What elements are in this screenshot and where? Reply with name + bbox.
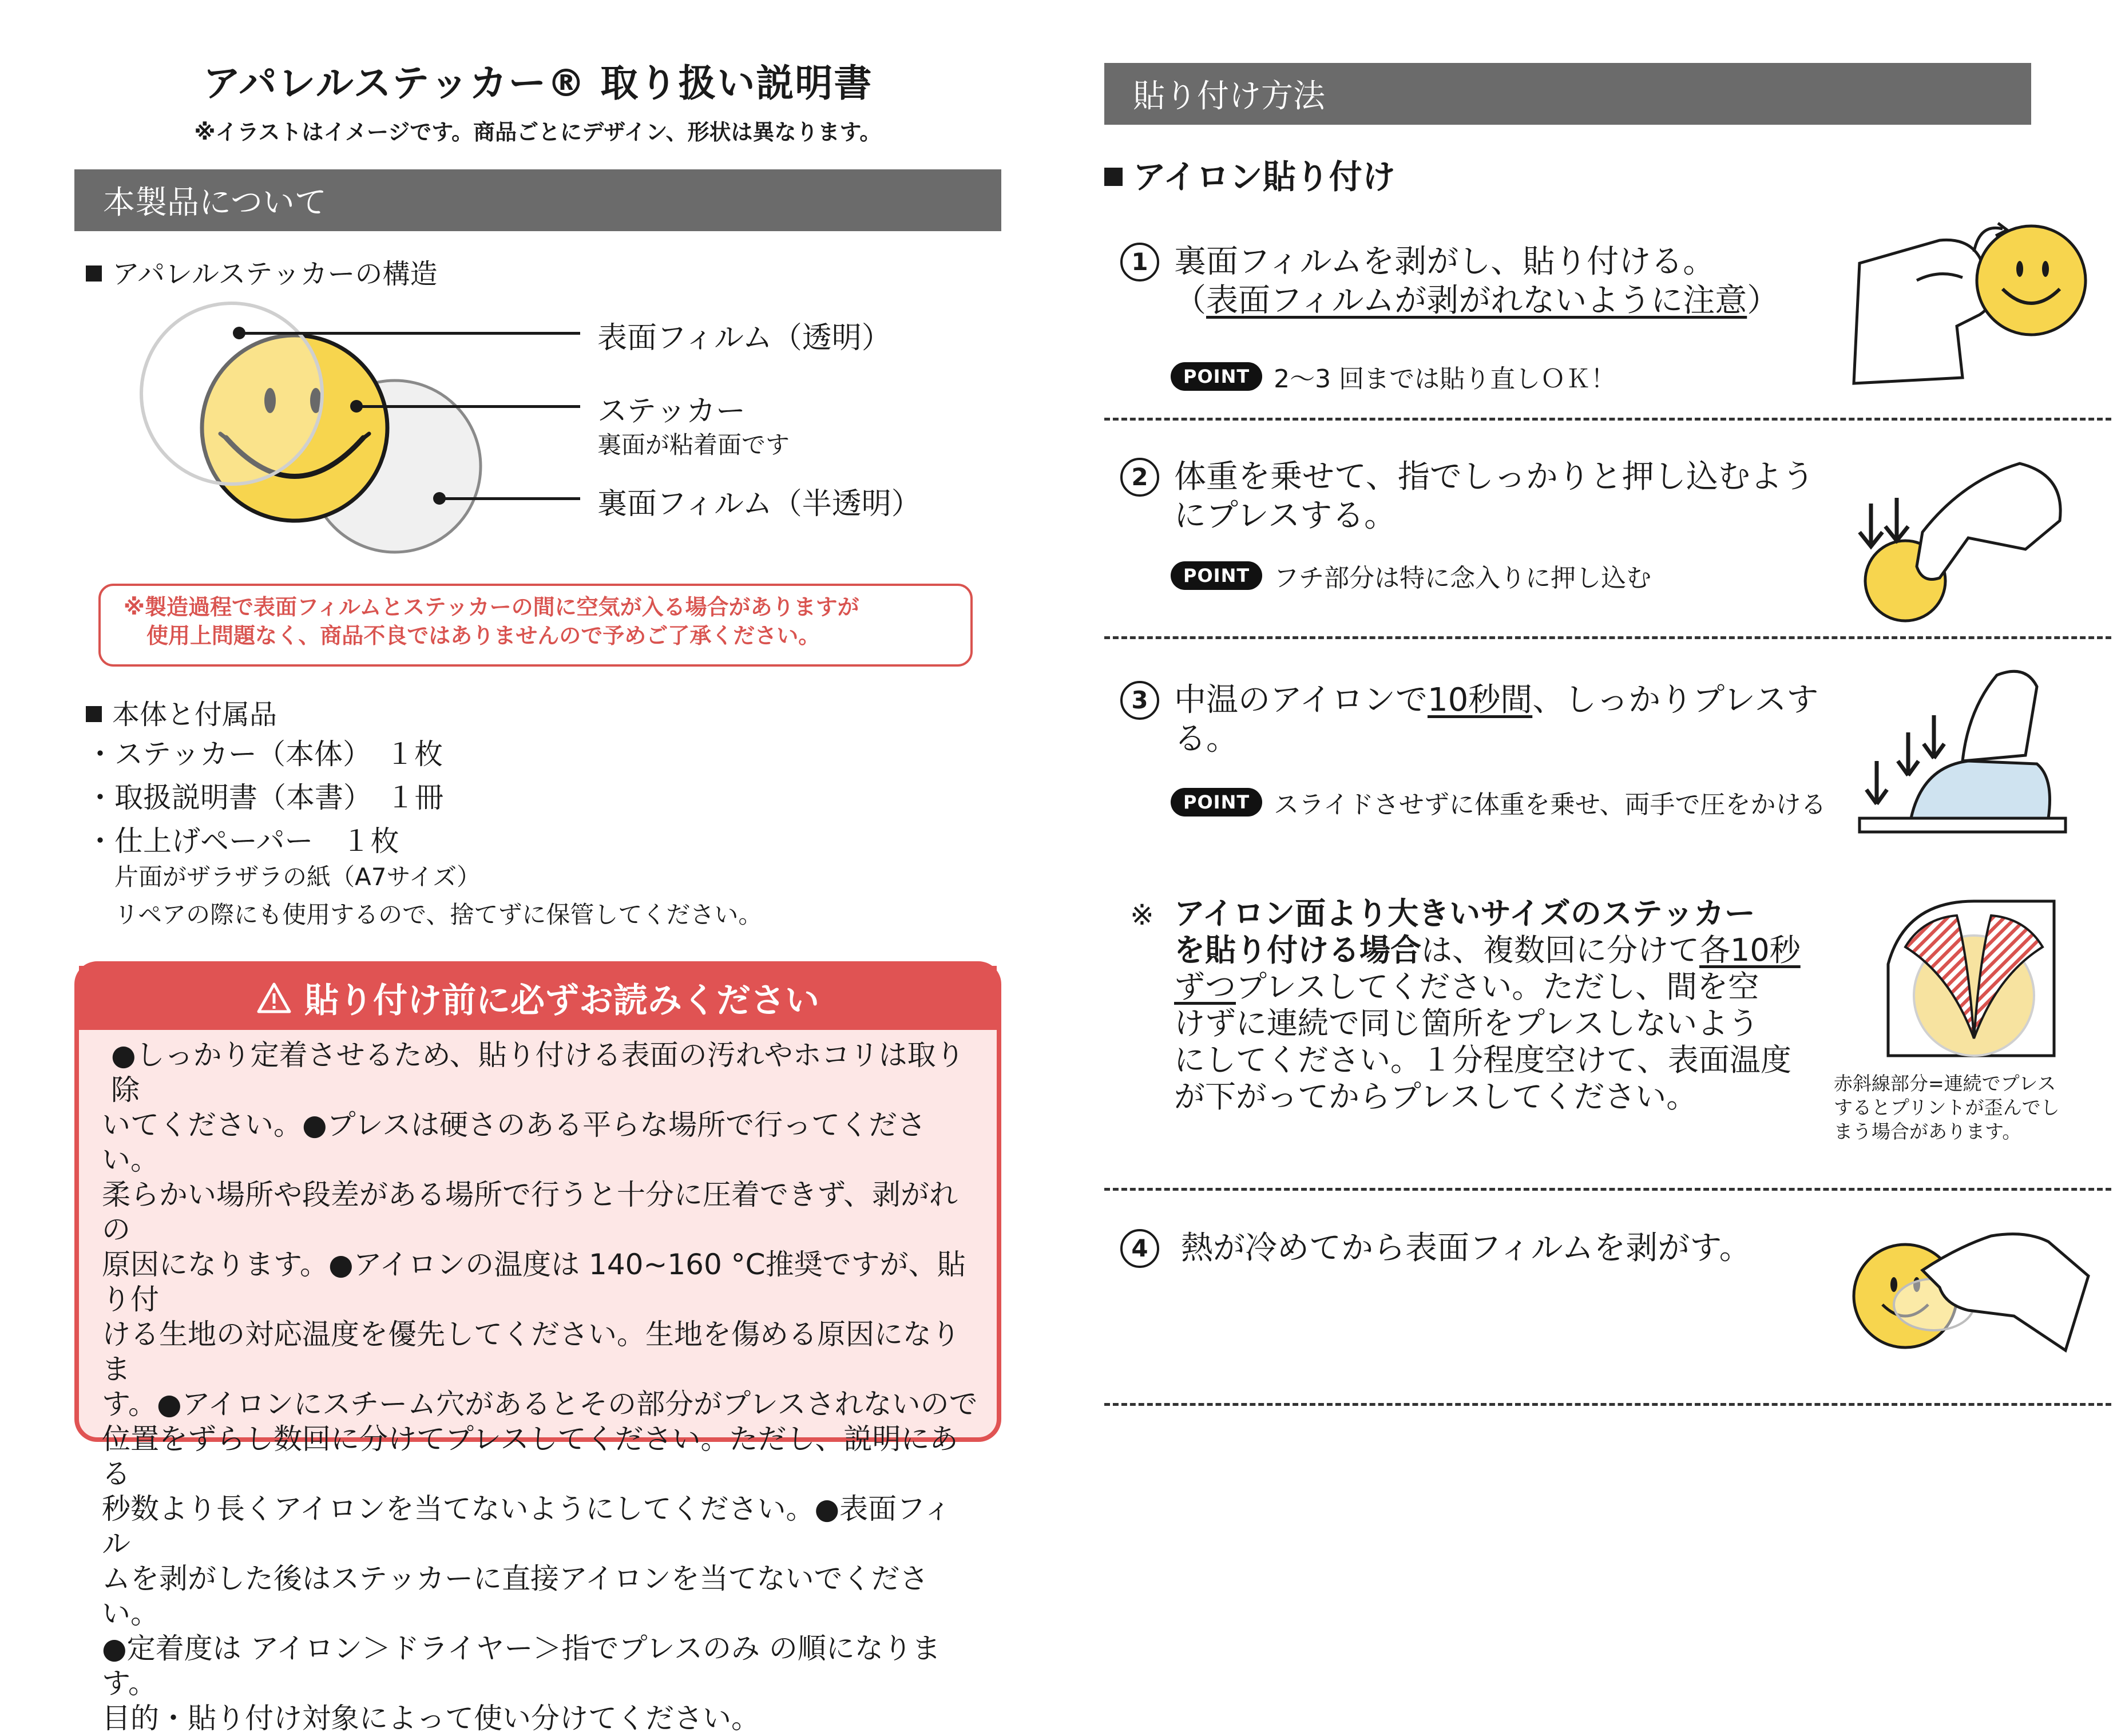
step-1-line: （表面フィルムが剥がれないように注意）	[1174, 282, 1779, 319]
iron-method-heading-text: アイロン貼り付け	[1133, 157, 1396, 196]
note-line: を貼り付ける場合は、複数回に分けて各10秒	[1174, 932, 1801, 968]
step-divider	[1104, 1403, 2111, 1406]
finger-press-illustration	[1837, 452, 2077, 618]
warning-line: ムを剥がした後はステッカーに直接アイロンを当てないでください。	[102, 1562, 929, 1630]
caption-line: 赤斜線部分=連続でプレス	[1834, 1072, 2056, 1095]
step-2-text	[1174, 458, 1814, 536]
accessories-list	[86, 732, 443, 863]
caution-line: ※製造過程で表面フィルムとステッカーの間に空気が入る場合がありますが	[124, 594, 859, 620]
note-mark: ※	[1130, 898, 1154, 932]
label-sticker: ステッカー	[597, 394, 746, 429]
point-badge: POINT	[1171, 362, 1262, 391]
iron-press-illustration	[1854, 664, 2071, 841]
callout-line	[439, 497, 580, 500]
point-badge: POINT	[1171, 788, 1262, 817]
label-surface-film: 表面フィルム（透明）	[597, 321, 891, 355]
caption-line: まう場合があります。	[1834, 1120, 2021, 1143]
step-divider	[1104, 418, 2111, 421]
note-line: リペアの際にも使用するので、捨てずに保管してください。	[114, 901, 763, 929]
warning-line: いてください。●プレスは硬さのある平らな場所で行ってください。	[102, 1108, 926, 1176]
warning-line: ●しっかり定着させるため、貼り付ける表面の汚れやホコリは取り除	[111, 1039, 965, 1107]
peel-surface-film-illustration	[1842, 1224, 2094, 1362]
point-text: フチ部分は特に念入りに押し込む	[1274, 564, 1652, 593]
step-4-number: 4	[1120, 1229, 1159, 1268]
section-title-method: 貼り付け方法	[1133, 78, 1325, 115]
surface-film-shape	[141, 303, 322, 484]
step-2-number: 2	[1120, 458, 1159, 497]
section-bar-about	[74, 169, 1001, 231]
structure-heading-text: アパレルステッカーの構造	[112, 258, 438, 290]
step-4-text: 熱が冷めてから表面フィルムを剥がす。	[1181, 1230, 1751, 1267]
step-1-point	[1171, 358, 1616, 395]
read-before-applying-box	[74, 961, 1001, 1735]
list-item: ・仕上げペーパー １枚	[86, 825, 399, 858]
large-sticker-note	[1174, 895, 1801, 1115]
warning-header	[79, 966, 997, 1030]
label-sticker-sub: 裏面が粘着面です	[597, 431, 790, 459]
step-3-line: 中温のアイロンで10秒間、しっかりプレスす	[1174, 681, 1819, 719]
callout-line	[239, 332, 580, 335]
step-3-point	[1171, 784, 1826, 821]
label-back-film: 裏面フィルム（半透明）	[597, 487, 921, 521]
step-2-line: にプレスする。	[1174, 497, 1397, 534]
warning-line: ●定着度は アイロン＞ドライヤー＞指でプレスのみ の順になります。	[102, 1632, 941, 1700]
warning-heading: 貼り付け前に必ずお読みください	[304, 981, 819, 1021]
peel-back-film-illustration	[1848, 217, 2106, 389]
structure-heading	[86, 252, 438, 291]
callout-line	[356, 405, 580, 408]
step-2-line: 体重を乗せて、指でしっかりと押し込むよう	[1174, 458, 1814, 496]
overlap-press-diagram	[1882, 890, 2060, 1056]
warning-triangle-icon	[256, 982, 292, 1014]
note-line: にしてください。１分程度空けて、表面温度	[1174, 1042, 1791, 1078]
warning-line: ける生地の対応温度を優先してください。生地を傷める原因になりま	[102, 1318, 960, 1386]
warning-line: 位置をずらし数回に分けてプレスしてください。ただし、説明にある	[102, 1422, 958, 1491]
point-badge: POINT	[1171, 561, 1262, 590]
note-line: けずに連続で同じ箇所をプレスしないよう	[1174, 1005, 1759, 1041]
warning-line: 目的・貼り付け対象によって使い分けてください。	[102, 1702, 760, 1735]
warning-body	[79, 1030, 997, 1736]
point-text: 2〜3 回までは貼り直しＯＫ！	[1274, 364, 1616, 394]
caption-line: するとプリントが歪んでし	[1834, 1096, 2060, 1119]
square-bullet-icon	[86, 265, 102, 282]
note-line: ずつプレスしてください。ただし、間を空	[1174, 969, 1759, 1005]
point-text: スライドさせずに体重を乗せ、両手で圧をかける	[1274, 790, 1826, 819]
accessories-heading-text: 本体と付属品	[112, 699, 277, 731]
square-bullet-icon	[1104, 168, 1123, 186]
caution-line: 使用上問題なく、商品不良ではありませんので予めご了承ください。	[146, 623, 820, 648]
note-line: 片面がザラザラの紙（A7サイズ）	[114, 863, 481, 891]
step-1-text	[1174, 243, 1779, 320]
step-1-line: 裏面フィルムを剥がし、貼り付ける。	[1174, 243, 1715, 280]
step-2-point	[1171, 557, 1651, 594]
section-title-about: 本製品について	[103, 184, 327, 221]
warning-line: 原因になります。●アイロンの温度は 140~160 °C推奨ですが、貼り付	[102, 1248, 966, 1316]
list-item: ・ステッカー（本体） １枚	[86, 738, 443, 771]
warning-line: 秒数より長くアイロンを当てないようにしてください。●表面フィル	[102, 1492, 952, 1560]
square-bullet-icon	[86, 706, 102, 722]
step-3-number: 3	[1120, 681, 1159, 720]
illustration-note: ※イラストはイメージです。商品ごとにデザイン、形状は異なります。	[194, 120, 882, 145]
note-line: アイロン面より大きいサイズのステッカー	[1174, 895, 1755, 932]
figure-caption	[1834, 1072, 2060, 1144]
warning-line: 柔らかい場所や段差がある場所で行うと十分に圧着できず、剥がれの	[102, 1178, 958, 1246]
step-3-text	[1174, 681, 1818, 759]
sticker-structure-illustration	[109, 298, 486, 561]
note-line: が下がってからプレスしてください。	[1174, 1079, 1698, 1115]
step-1-number: 1	[1120, 243, 1159, 282]
finishing-paper-note	[114, 858, 762, 934]
air-bubble-caution	[98, 584, 973, 667]
warning-line: す。●アイロンにスチーム穴があるとその部分がプレスされないので	[102, 1388, 978, 1421]
section-bar-method	[1104, 63, 2031, 125]
list-item: ・取扱説明書（本書） １冊	[86, 781, 443, 814]
iron-method-heading	[1104, 150, 1396, 198]
step-divider	[1104, 636, 2111, 639]
step-3-line: る。	[1174, 720, 1238, 758]
document-title: アパレルステッカー® 取り扱い説明書	[203, 61, 873, 105]
accessories-heading	[86, 692, 277, 732]
step-divider	[1104, 1188, 2111, 1191]
